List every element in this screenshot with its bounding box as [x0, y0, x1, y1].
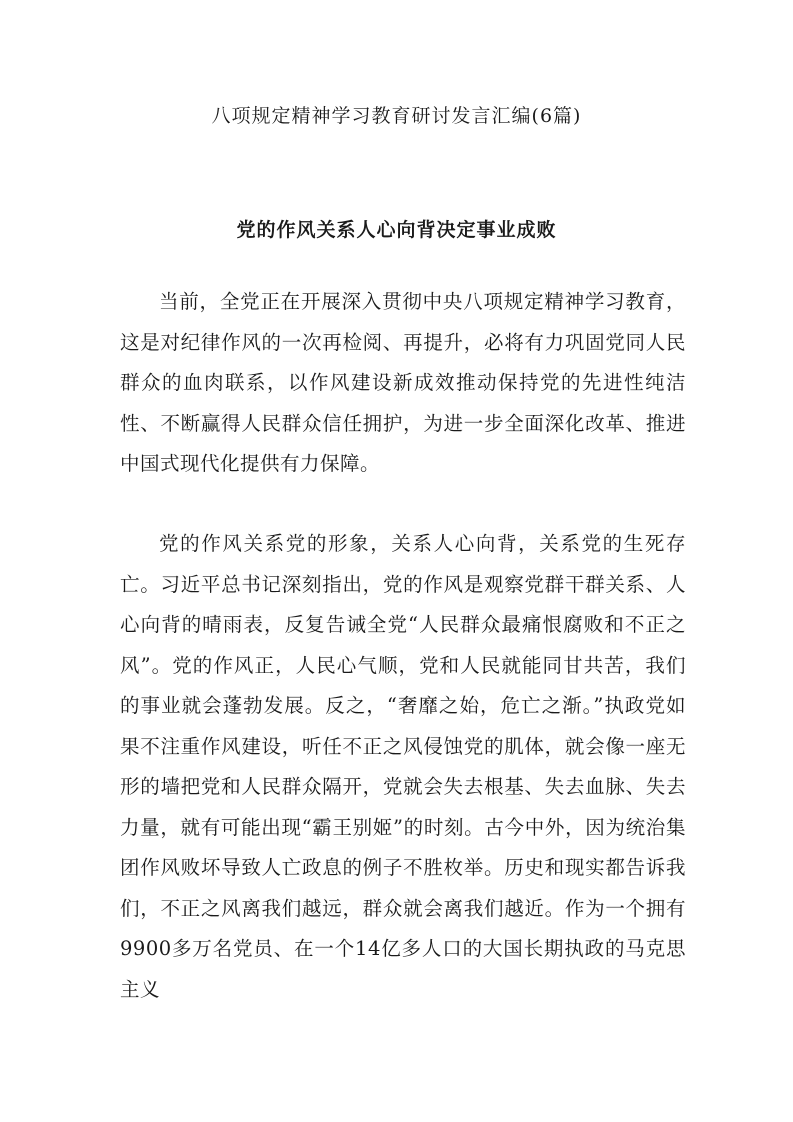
body-paragraph: 当前，全党正在开展深入贯彻中央八项规定精神学习教育，这是对纪律作风的一次再检阅、再提升，必将有力巩固党同人民群众的血肉联系，以作风建设新成效推动保持党的先进性纯洁性、不断赢得人民群众信任拥护，为进一步全面深化改革、推进中国式现代化提供有力保障。	[120, 290, 686, 475]
document-title: 八项规定精神学习教育研讨发言汇编(6篇)	[211, 105, 582, 127]
section-heading: 党的作风关系人心向背决定事业成败	[236, 219, 557, 241]
body-paragraph: 党的作风关系党的形象，关系人心向背，关系党的生死存亡。习近平总书记深刻指出，党的作风是观察党群干群关系、人心向背的晴雨表，反复告诫全党“人民群众最痛恨腐败和不正之风”。党的作风正，人民心气顺，党和人民就能同甘共苦，我们的事业就会蓬勃发展。反之，“奢靡之始，危亡之渐。”执政党如果不注重作风建设，听任不正之风侵蚀党的肌体，就会像一座无形的墙把党和人民群众隔开，党就会失去根基、失去血脉、失去力量，就有可能出现“霸王别姬”的时刻。古今中外，因为统治集团作风败坏导致人亡政息的例子不胜枚举。历史和现实都告诉我们，不正之风离我们越远，群众就会离我们越近。作为一个拥有9900多万名党员、在一个14亿多人口的大国长期执政的马克思主义	[120, 532, 686, 1001]
